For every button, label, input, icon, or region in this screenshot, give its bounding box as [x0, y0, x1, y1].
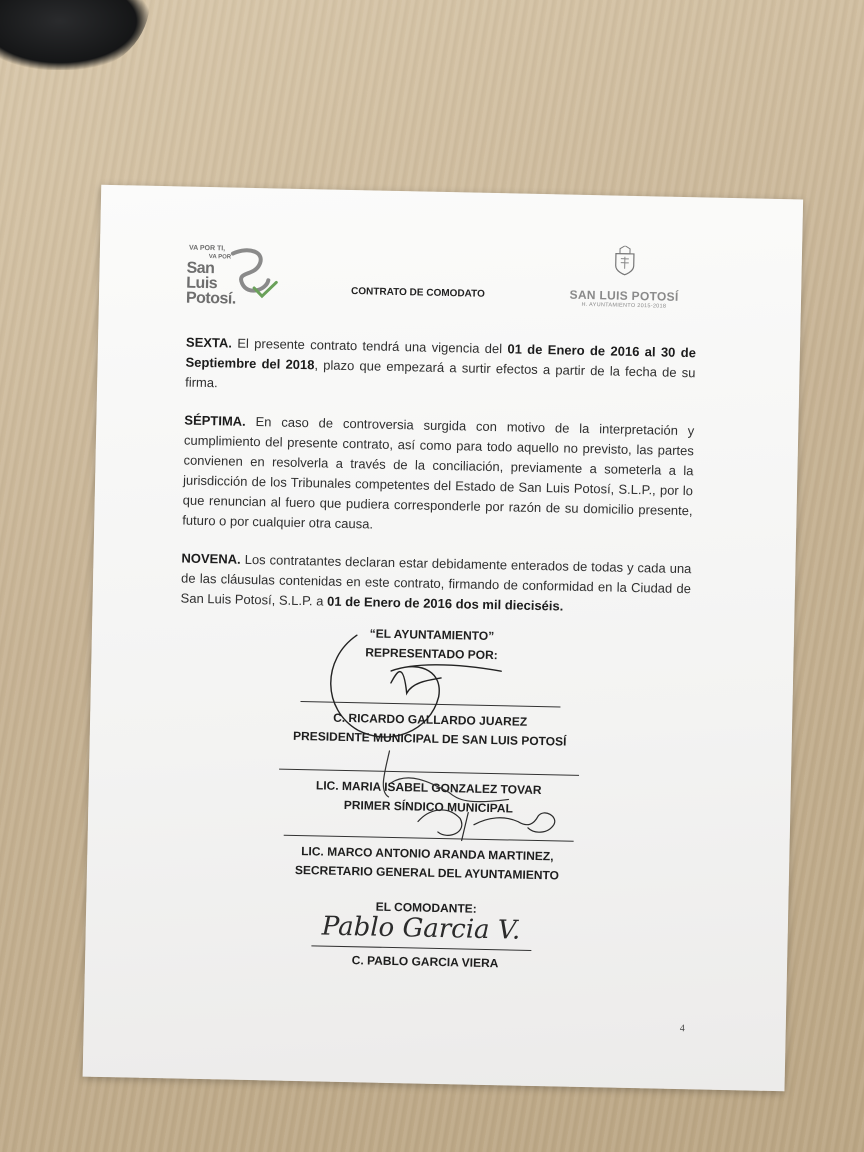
signer-3-title: SECRETARIO GENERAL DEL AYUNTAMIENTO — [294, 862, 560, 883]
svg-text:Pablo Garcia V.: Pablo Garcia V. — [321, 911, 521, 946]
clause-sexta: SEXTA. El presente contrato tendrá una vigencia del 01 de Enero de 2016 al 30 de Septiembre del 2018, plazo que empezará a surtir efectos a partir de la fecha de su firma. — [185, 334, 697, 391]
signer-1-block — [270, 707, 591, 752]
signature-line-1 — [301, 701, 561, 707]
ayuntamiento-logo — [569, 245, 680, 317]
signer-1-name: C. RICARDO GALLARDO JUAREZ — [333, 710, 528, 729]
signer-2-block — [268, 775, 589, 820]
dark-object-corner — [0, 0, 150, 70]
signer-2-name: LIC. MARIA ISABEL GONZALEZ TOVAR — [315, 778, 542, 798]
signer-1-title: PRESIDENTE MUNICIPAL DE SAN LUIS POTOSÍ — [292, 728, 567, 749]
logo-city-subtitle: H. AYUNTAMIENTO 2015-2018 — [581, 301, 667, 310]
logo-brand-text: San Luis Potosí. — [185, 259, 236, 308]
document-page — [83, 185, 804, 1092]
logo-slogan-line2: VA POR — [208, 254, 232, 261]
coat-of-arms-icon — [612, 245, 639, 276]
page-number: 4 — [679, 1023, 685, 1035]
municipal-slogan-logo — [182, 238, 304, 320]
clause-septima: SÉPTIMA. En caso de controversia surgida con motivo de la interpretación y cumplimiento del presente contrato, así como para todo aquello no previsto, las partes convienen en resolverla a través de la conciliación, previamente a someterla a la jurisdicción de los Tribunales competentes del Estado de San Luis Potosí, S.L.P., por lo que renuncian al fuero que pudiera corresponderle por razón de su domicilio presente, futuro o por cualquier otra causa. — [182, 412, 695, 532]
signer-3-name: LIC. MARCO ANTONIO ARANDA MARTINEZ, — [301, 844, 554, 864]
signer-3-block — [267, 841, 588, 886]
comodante-name: C. PABLO GARCIA VIERA — [351, 953, 499, 971]
logo-swoosh-icon — [218, 243, 279, 304]
document-title: CONTRATO DE COMODATO — [350, 286, 485, 300]
logo-city-name: SAN LUIS POTOSÍ — [569, 287, 679, 304]
signer-2-title: PRIMER SÍNDICO MUNICIPAL — [343, 797, 514, 816]
logo-slogan-line1: VA POR TI, — [188, 244, 226, 253]
comodante-label: EL COMODANTE: — [375, 899, 477, 916]
clauses-body — [180, 333, 696, 638]
signature-line-2 — [279, 769, 579, 776]
ayuntamiento-label: “EL AYUNTAMIENTO” REPRESENTADO POR: — [365, 626, 498, 663]
signature-line-3 — [284, 835, 574, 842]
clause-novena: NOVENA. Los contratantes declaran estar debidamente enterados de todas y cada una de las cláusulas contenidas en este contrato, firmando de conformidad en la Ciudad de San Luis Potosí, S.L.P. a 01 de Enero de 2016 dos mil dieciséis. — [180, 550, 692, 614]
